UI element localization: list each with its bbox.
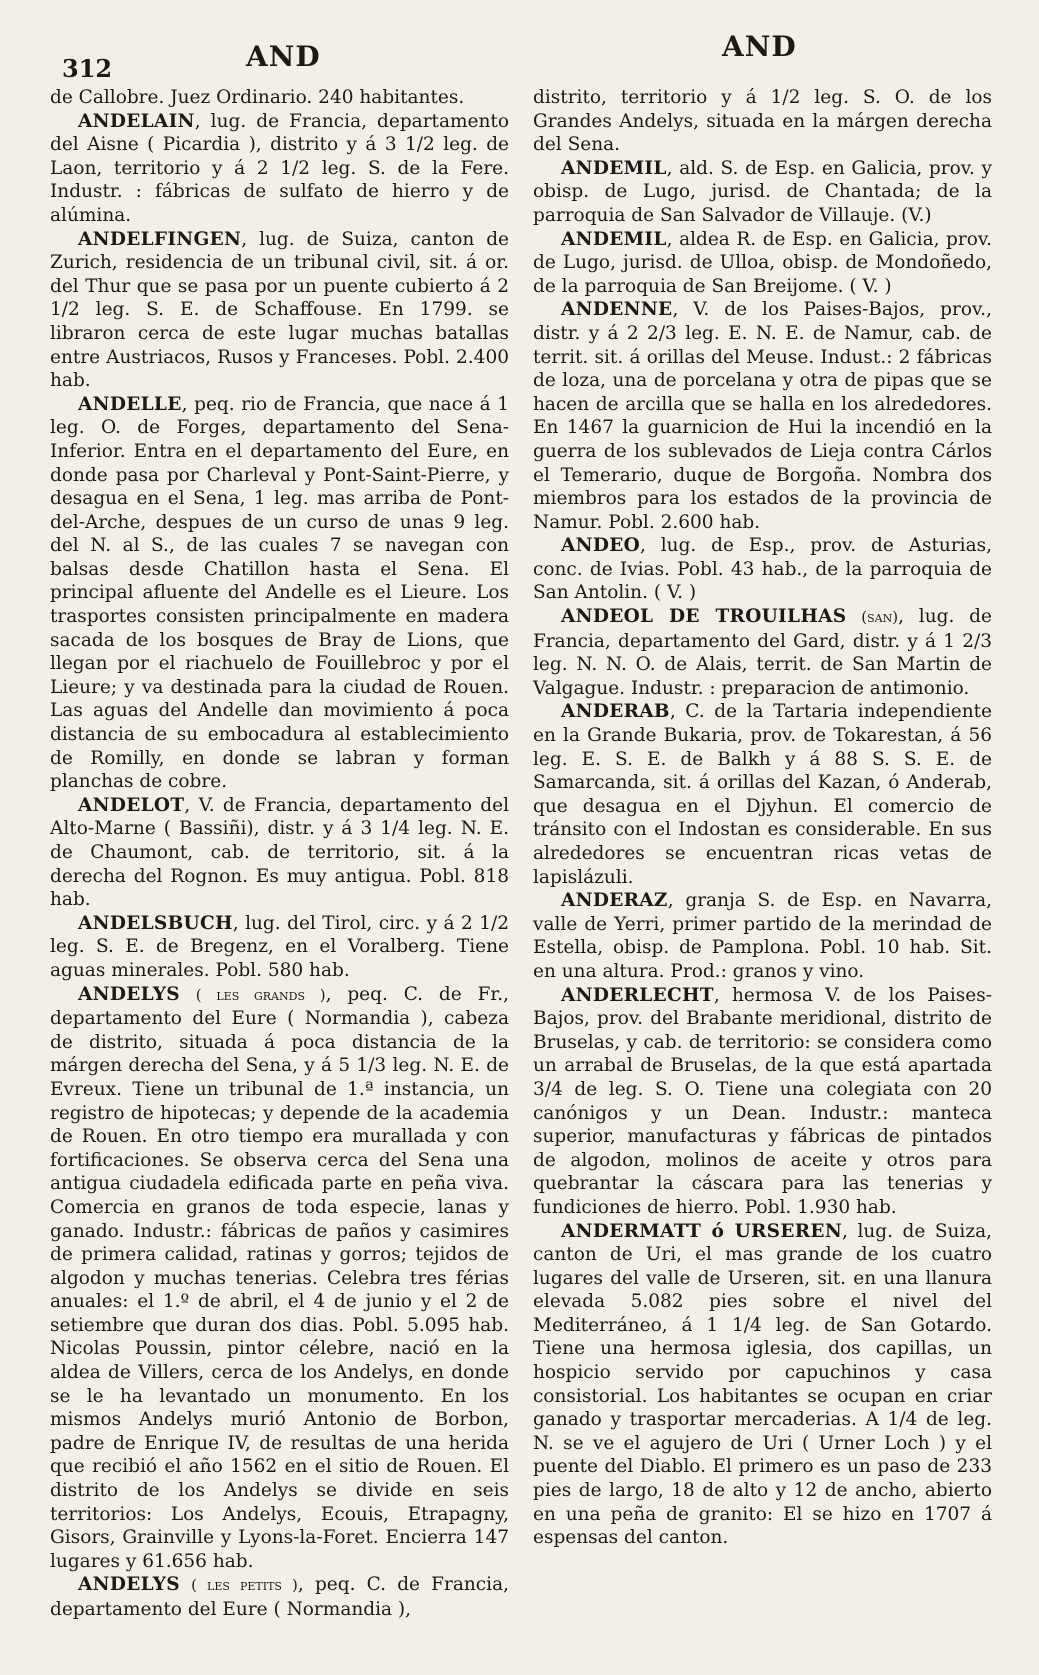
page-header — [50, 30, 1019, 84]
entry-body: , V. de Francia, departamento del Alto-Marne ( Bassiñi), distr. y á 3 1/4 leg. N. E. de Chaumont, cab. de territorio, sit. á la derecha del Rognon. Es muy antigua. Pobl. 818 hab. — [50, 794, 509, 911]
entry-qualifier: ( les petits ) — [191, 1576, 298, 1595]
entry-body: , lug. de Francia, departamento del Gard, distr. y á 1 2/3 leg. N. N. O. de Alais, territ. de San Martin de Valgague. Industr. : preparacion de antimonio. — [533, 606, 992, 699]
entry-headword: ANDELLE — [78, 393, 182, 415]
dictionary-entry — [50, 228, 509, 393]
left-running-head: AND — [246, 40, 321, 73]
entry-body: , granja S. de Esp. en Navarra, valle de Yerri, primer partido de la merindad de Estella, obisp. de Pamplona. Pobl. 10 hab. Sit. en una altura. Prod.: granos y vino. — [533, 890, 992, 982]
entry-body: , ald. S. de Esp. en Galicia, prov. y obisp. de Lugo, jurisd. de Chantada; de la parroquia de San Salvador de Villauje. (V.) — [533, 157, 992, 226]
entry-body: , peq. rio de Francia, que nace á 1 leg. O. de Forges, departamento del Sena-Inferior. Entra en el departamento del Eure, en donde pasa por Charleval y Pont-Saint-Pierre, y desagua en el Sena, 1 leg. mas arriba de Pont-del-Arche, despues de un curso de unas 9 leg. del N. al S., de las cuales 7 se navegan con balsas desde Chatillon hasta el Sena. El principal afluente del Andelle es el Lieure. Los trasportes consisten principalmente en madera sacada de los bosques de Bray de Lions, que llegan por el riachuelo de Fouillebroc y por el Lieure; y va destinada para la ciudad de Rouen. Las aguas del Andelle dan movimiento á poca distancia de su embocadura al establecimiento de Romilly, en donde se labran y forman planchas de cobre. — [50, 393, 509, 793]
entry-body: , lug. de Suiza, canton de Uri, el mas grande de los cuatro lugares del valle de Urseren, sit. en una llanura elevada 5.082 pies sobre el nivel del Mediterráneo, á 1 1/4 leg. de San Gotardo. Tiene una hermosa iglesia, dos capillas, un hospicio servido por capuchinos y casa consistorial. Los habitantes se ocupan en criar ganado y trasportar mercaderias. A 1/4 de leg. N. se ve el agujero de Uri ( Urner Loch ) y el puente del Diablo. El primero es un paso de 233 pies de largo, 18 de alto y 12 de ancho, abierto en una peña de granito: El se hizo en 1707 á espensas del canton. — [533, 1220, 992, 1549]
dictionary-entry — [533, 228, 992, 299]
dictionary-entry — [50, 794, 509, 912]
dictionary-entry — [50, 110, 509, 228]
right-running-head: AND — [722, 30, 797, 63]
continued-text — [533, 86, 992, 157]
entry-headword: ANDEMIL — [561, 228, 667, 250]
entry-body: de Callobre. Juez Ordinario. 240 habitantes. — [50, 87, 465, 108]
dictionary-entry — [533, 605, 992, 700]
right-column — [533, 86, 992, 1622]
entry-headword: ANDELOT — [78, 794, 185, 816]
entry-body: , V. de los Paises-Bajos, prov., distr. y á 2 2/3 leg. E. N. E. de Namur, cab. de territ. sit. á orillas del Meuse. Indust.: 2 fábricas de loza, una de porcelana y otra de pipas que se hacen de arcilla que se halla en los alrededores. En 1467 la guarnicion de Hui la incendió en la guerra de los sublevados de Lieja contra Cárlos el Temerario, duque de Borgoña. Nombra dos miembros para los estados de la provincia de Namur. Pobl. 2.600 hab. — [533, 299, 992, 533]
dictionary-entry — [533, 889, 992, 983]
entry-body: , hermosa V. de los Paises-Bajos, prov. del Brabante meridional, distrito de Bruselas, y cab. de territorio: se considera como un arrabal de Bruselas, de la que está apartada 3/4 de leg. S. O. Tiene una colegiata con 20 canónigos y un Dean. Industr.: manteca superior, manufacturas y fábricas de pintados de algodon, molinos de aceite y otros para quebrantar la cáscara para las tenerias y fundiciones de hierro. Pobl. 1.930 hab. — [533, 984, 992, 1218]
text-columns — [50, 86, 1019, 1622]
entry-headword: ANDELYS — [78, 983, 180, 1005]
continued-text — [50, 86, 509, 110]
entry-headword: ANDERAB — [561, 701, 670, 723]
entry-body: , peq. C. de Francia, departamento del Eure ( Normandia ), — [50, 1574, 509, 1620]
entry-headword: ANDERMATT ó URSEREN — [561, 1220, 843, 1242]
entry-headword: ANDERAZ — [561, 890, 668, 912]
dictionary-entry — [533, 534, 992, 605]
left-column — [50, 86, 509, 1622]
entry-headword: ANDELYS — [78, 1574, 180, 1596]
dictionary-entry — [533, 700, 992, 889]
dictionary-entry — [533, 1220, 992, 1550]
dictionary-entry — [50, 1573, 509, 1621]
dictionary-entry — [533, 984, 992, 1220]
entry-headword: ANDELSBUCH — [78, 912, 233, 934]
entry-headword: ANDELFINGEN — [78, 228, 242, 250]
entry-body: , aldea R. de Esp. en Galicia, prov. de Lugo, jurisd. de Ulloa, obisp. de Mondoñedo, de la parroquia de San Breijome. ( V. ) — [533, 228, 992, 297]
entry-headword: ANDENNE — [561, 299, 673, 321]
dictionary-entry — [50, 912, 509, 983]
dictionary-entry — [533, 157, 992, 228]
entry-body: , lug. del Tirol, circ. y á 2 1/2 leg. S. E. de Bregenz, en el Voralberg. Tiene aguas minerales. Pobl. 580 hab. — [50, 912, 509, 981]
entry-headword: ANDEO — [561, 535, 641, 557]
entry-body: , peq. C. de Fr., departamento del Eure ( Normandia ), cabeza de distrito, situada á poca distancia de la márgen derecha del Sena, y á 5 1/3 leg. N. E. de Evreux. Tiene un tribunal de 1.ª instancia, un registro de hipotecas; y depende de la academia de Rouen. En otro tiempo era murallada y con fortificaciones. Se observa cerca del Sena una antigua ciudadela edificada parte en peña viva. Comercia en granos de toda especie, lanas y ganado. Industr.: fábricas de paños y casimires de primera calidad, ratinas y gorros; tejidos de algodon y muchas tenerias. Celebra tres férias anuales: el 1.º de abril, el 4 de junio y el 2 de setiembre que duran dos dias. Pobl. 5.095 hab. Nicolas Poussin, pintor célebre, nació en la aldea de Villers, cerca de los Andelys, en donde se le ha levantado un monumento. En los mismos Andelys murió Antonio de Borbon, padre de Enrique IV, de resultas de una herida que recibió el año 1562 en el sitio de Rouen. El distrito de los Andelys se divide en seis territorios: Los Andelys, Ecouis, Etrapagny, Gisors, Grainville y Lyons-la-Foret. Encierra 147 lugares y 61.656 hab. — [50, 983, 509, 1572]
entry-body: , lug. de Esp., prov. de Asturias, conc. de Ivias. Pobl. 43 hab., de la parroquia de San Antolin. ( V. ) — [533, 535, 992, 604]
entry-body: , lug. de Suiza, canton de Zurich, residencia de un tribunal civil, sit. á or. del Thur que se pasa por un puente cubierto á 2 1/2 leg. S. E. de Schaffouse. En 1799. se libraron cerca de este lugar muchas batallas entre Austriacos, Rusos y Franceses. Pobl. 2.400 hab. — [50, 228, 509, 392]
page-number: 312 — [62, 54, 113, 83]
entry-headword: ANDEOL DE TROUILHAS — [561, 606, 847, 628]
entry-body: , lug. de Francia, departamento del Aisne ( Picardia ), distrito y á 3 1/2 leg. de Laon, territorio y á 2 1/2 leg. S. de la Fere. Industr. : fábricas de sulfato de hierro y de alúmina. — [50, 110, 509, 226]
entry-qualifier: (san) — [861, 608, 899, 627]
entry-body: , C. de la Tartaria independiente en la Grande Bukaria, prov. de Tokarestan, á 56 leg. E. S. E. de Balkh y á 88 S. S. E. de Samarcanda, sit. á orillas del Kazan, ó Anderab, que desagua en el Djyhun. El comercio de tránsito con el Indostan es considerable. En sus alrededores se encuentran ricas vetas de lapislázuli. — [533, 701, 992, 888]
entry-body: distrito, territorio y á 1/2 leg. S. O. de los Grandes Andelys, situada en la márgen derecha del Sena. — [533, 87, 992, 156]
entry-headword: ANDERLECHT — [561, 984, 714, 1006]
dictionary-entry — [50, 393, 509, 794]
entry-headword: ANDELAIN — [78, 110, 195, 132]
entry-headword: ANDEMIL — [561, 157, 667, 179]
entry-qualifier: ( les grands ) — [195, 985, 326, 1004]
dictionary-entry — [533, 298, 992, 534]
dictionary-entry — [50, 983, 509, 1574]
